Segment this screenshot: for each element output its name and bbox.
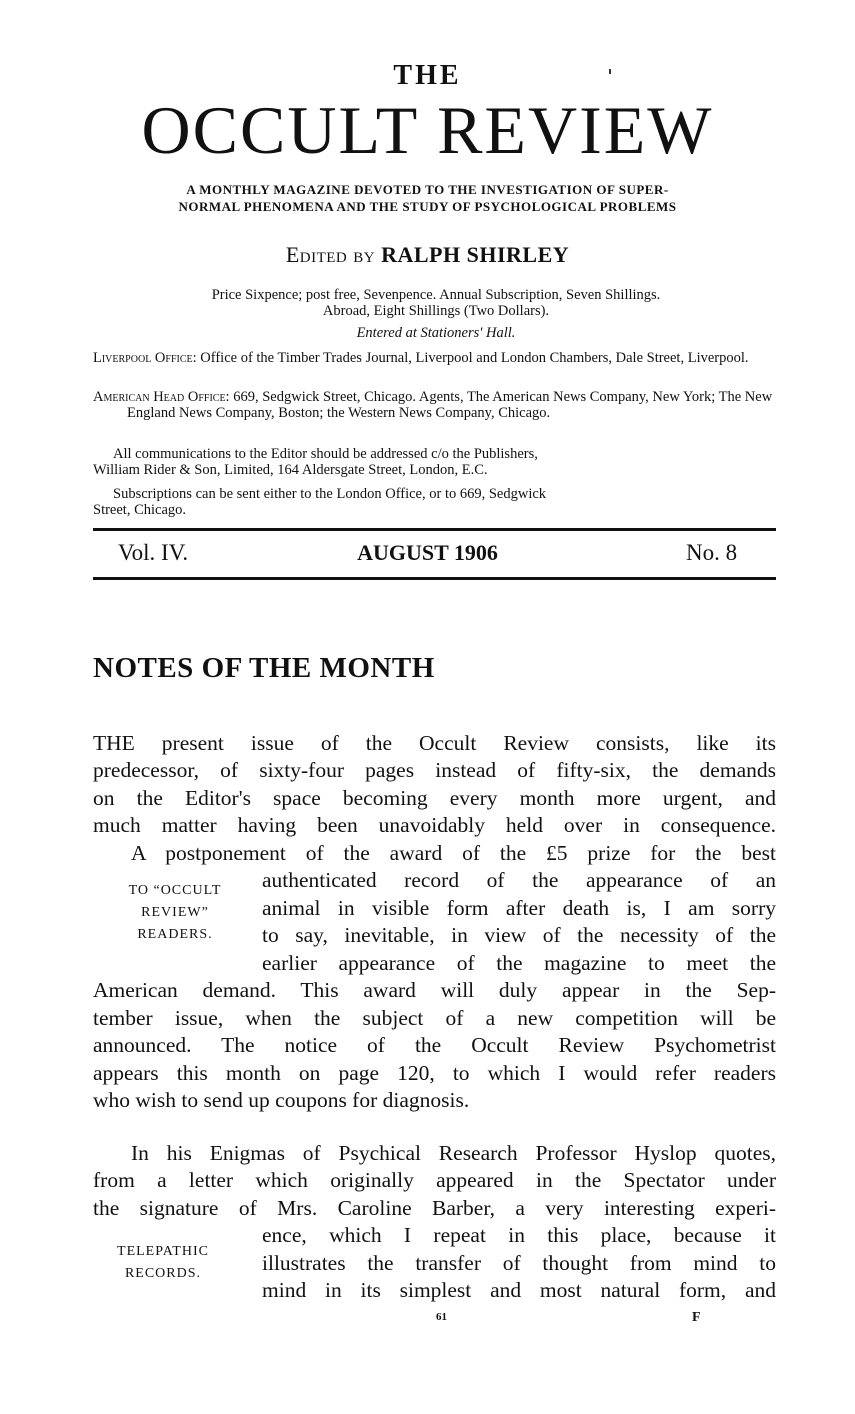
body-line: on the Editor's space becoming every month more urgent, and [93,786,776,810]
top-rule [93,528,776,531]
body-line: much matter having been unavoidably held over in consequence. [93,813,776,837]
bottom-rule [93,577,776,580]
subtitle-line: A MONTHLY MAGAZINE DEVOTED TO THE INVESTIGATION OF SUPER- [186,182,669,197]
body-line: tember issue, when the subject of a new competition will be [93,1006,776,1030]
body-line: animal in visible form after death is, I am sorry [262,896,776,920]
liverpool-text: Office of the Timber Trades Journal, Liverpool and London Chambers, Dale Street, Liverpool. [200,350,749,366]
article-heading: NOTES OF THE MONTH [93,652,435,684]
body-line: A postponement of the award of the £5 prize for the best [131,841,776,865]
editor-name: RALPH SHIRLEY [381,242,570,267]
publisher-line: William Rider & Son, Limited, 164 Aldersgate Street, London, E.C. [93,462,488,478]
issue-number: No. 8 [686,540,738,565]
american-office [93,389,781,421]
body-line: earlier appearance of the magazine to meet the [262,951,776,975]
body-line: ence, which I repeat in this place, because it [262,1223,776,1247]
body-line: In his Enigmas of Psychical Research Professor Hyslop quotes, [131,1141,776,1165]
magazine-title: OCCULT REVIEW [141,92,714,168]
body-line: American demand. This award will duly appear in the Sep- [93,978,776,1002]
sidenote-readers [100,880,250,946]
body-line: THE present issue of the Occult Review consists, like its [93,731,776,755]
sidenote-line: RECORDS. [124,1266,202,1281]
masthead-article: THE [393,60,462,91]
american-label: American Head Office: [93,389,230,405]
price-line: Price Sixpence; post free, Sevenpence. Annual Subscription, Seven Shillings. [211,287,661,303]
sidenote-line: REVIEW” [141,905,209,920]
subtitle-line: NORMAL PHENOMENA AND THE STUDY OF PSYCHOLOGICAL PROBLEMS [178,199,677,214]
communications-notice [93,446,781,478]
edited-by-label: Edited by [285,242,376,267]
subscriptions-line: Street, Chicago. [93,502,187,518]
subscriptions-line: Subscriptions can be sent either to the London Office, or to 669, Sedgwick [113,486,547,502]
american-text: 669, Sedgwick Street, Chicago. Agents, The American News Company, New York; The New England News Company, Boston; the Western News Company, Chicago. [127,389,773,421]
body-line: to say, inevitable, in view of the necessity of the [262,923,776,947]
editor-line [0,242,855,268]
body-line: illustrates the transfer of thought from mind to [262,1251,776,1275]
body-line: who wish to send up coupons for diagnosis. [93,1088,470,1112]
body-line: appears this month on page 120, to which I would refer readers [93,1061,776,1085]
sidenote-line: TO “OCCULT [128,883,222,898]
body-line: predecessor, of sixty-four pages instead of fifty-six, the demands [93,758,776,782]
signature-mark: F [692,1310,701,1325]
entered-line: Entered at Stationers' Hall. [356,325,516,341]
sidenote-line: TELEPATHIC [117,1244,209,1259]
body-line: authenticated record of the appearance of an [262,868,776,892]
body-line: announced. The notice of the Occult Review Psychometrist [93,1033,776,1057]
magazine-subtitle [0,181,855,215]
page-number: 61 [436,1311,447,1323]
sidenote-line: READERS. [137,927,213,942]
volume-label: Vol. IV. [118,540,189,565]
subscriptions-notice [93,486,781,518]
liverpool-office [93,350,781,366]
liverpool-label: Liverpool Office: [93,350,197,366]
issue-date: AUGUST 1906 [357,540,498,565]
body-line: from a letter which originally appeared in the Spectator under [93,1168,776,1192]
sidenote-telepathic [98,1241,228,1285]
body-line: the signature of Mrs. Caroline Barber, a very interesting experi- [93,1196,776,1220]
communications-line: All communications to the Editor should be addressed c/o the Publishers, [113,446,538,462]
abroad-line: Abroad, Eight Shillings (Two Dollars). [322,303,550,319]
body-line: mind in its simplest and most natural form, and [262,1278,776,1302]
